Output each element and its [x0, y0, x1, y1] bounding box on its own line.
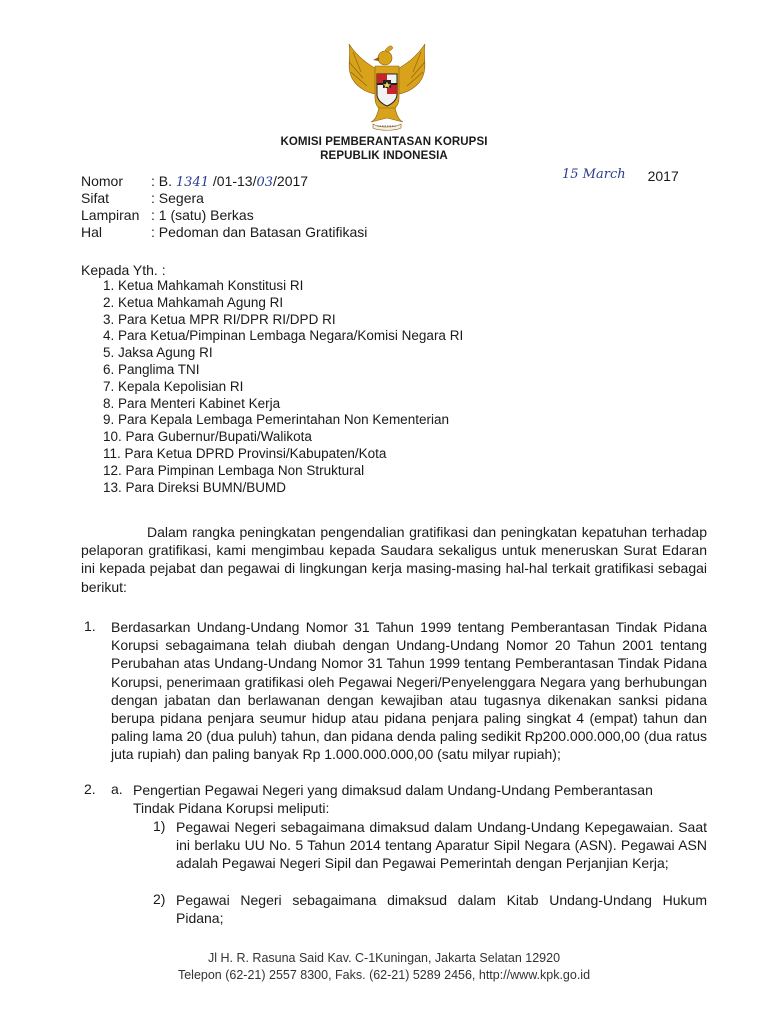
- recipient-item: 1. Ketua Mahkamah Konstitusi RI: [103, 278, 304, 293]
- item-2a-line2: Tindak Pidana Korupsi meliputi:: [133, 800, 330, 816]
- hal-label: Hal: [81, 224, 103, 240]
- letter-date: [562, 168, 679, 185]
- sub-item-2-number: 2): [153, 891, 166, 907]
- item-2a-letter: a.: [111, 781, 123, 797]
- nomor-label: Nomor: [81, 173, 124, 189]
- recipient-item: 3. Para Ketua MPR RI/DPR RI/DPD RI: [103, 311, 336, 327]
- organization-name: KOMISI PEMBERANTASAN KORUPSI: [280, 136, 488, 148]
- item-2a-line1: Pengertian Pegawai Negeri yang dimaksud dalam Undang-Undang Pemberantasan: [133, 782, 653, 798]
- hal-value: : Pedoman dan Batasan Gratifikasi: [151, 224, 368, 240]
- sub-item-1-text: Pegawai Negeri sebagaimana dimaksud dalam Undang-Undang Kepegawaian. Saat ini berlaku UU No. 5 Tahun 2014 tentang Aparatur Sipil Negara (ASN). Pegawai ASN adalah Pegawai Negeri Sipil dan Pegawai Pemerintah dengan Perjanjian Kerja;: [176, 819, 707, 872]
- recipient-item: 12. Para Pimpinan Lembaga Non Struktural: [103, 462, 365, 478]
- recipient-item: 13. Para Direksi BUMN/BUMD: [103, 479, 287, 495]
- recipient-item: 8. Para Menteri Kabinet Kerja: [103, 395, 281, 411]
- intro-paragraph: Dalam rangka peningkatan pengendalian gratifikasi dan peningkatan kepatuhan terhadap pelaporan gratifikasi, kami mengimbau kepada Saudara sekaligus untuk meneruskan Surat Edaran ini kepada pejabat dan pegawai di lingkungan kerja masing-masing hal-hal terkait gratifikasi sebagai berikut:: [81, 524, 707, 595]
- lampiran-value: : 1 (satu) Berkas: [151, 207, 254, 223]
- recipient-item: 11. Para Ketua DPRD Provinsi/Kabupaten/Kota: [103, 445, 387, 461]
- item-1-number: 1.: [84, 618, 96, 634]
- recipient-item: 6. Panglima TNI: [103, 361, 200, 377]
- date-handwritten: 15 March: [562, 167, 626, 182]
- footer-contact: Telepon (62-21) 2557 8300, Faks. (62-21) 5289 2456, http://www.kpk.go.id: [177, 968, 591, 982]
- footer-address: Jl H. R. Rasuna Said Kav. C-1Kuningan, Jakarta Selatan 12920: [207, 951, 561, 965]
- recipient-item: 5. Jaksa Agung RI: [103, 345, 213, 361]
- recipient-item: 9. Para Kepala Lembaga Pemerintahan Non Kementerian: [103, 412, 449, 428]
- sifat-label: Sifat: [81, 190, 110, 206]
- date-year: 2017: [647, 168, 679, 184]
- lampiran-label: Lampiran: [81, 207, 140, 223]
- garuda-pancasila-emblem: [339, 42, 435, 132]
- nomor-prefix: : B.: [151, 173, 173, 189]
- organization-country: REPUBLIK INDONESIA: [320, 150, 448, 162]
- recipient-item: 7. Kepala Kepolisian RI: [103, 378, 244, 394]
- nomor-handwritten-month: 03: [256, 175, 274, 190]
- nomor-mid: /01-13/: [212, 173, 257, 189]
- item-2-number: 2.: [84, 781, 96, 797]
- sub-item-1-number: 1): [153, 818, 166, 834]
- sub-item-2-text: Pegawai Negeri sebagaimana dimaksud dalam Kitab Undang-Undang Hukum Pidana;: [176, 892, 707, 927]
- item-1-text: Berdasarkan Undang-Undang Nomor 31 Tahun 1999 tentang Pemberantasan Tindak Pidana Korupsi sebagaimana telah diubah dengan Undang-Undang Nomor 20 Tahun 2001 tentang Perubahan atas Undang-Undang Nomor 31 Tahun 1999 tentang Pemberantasan Tindak Pidana Korupsi, penerimaan gratifikasi oleh Pegawai Negeri/Penyelenggara Negara yang berhubungan dengan jabatan dan berlawanan dengan kewajiban atau tugasnya dikenakan sanksi pidana berupa pidana penjara seumur hidup atau pidana penjara paling singkat 4 (empat) tahun dan paling lama 20 (dua puluh) tahun, dan pidana denda paling sedikit Rp200.000.000,00 (dua ratus juta rupiah) dan paling banyak Rp 1.000.000.000,00 (satu milyar rupiah);: [111, 619, 707, 763]
- nomor-suffix: /2017: [273, 173, 309, 189]
- recipients-list: [103, 278, 463, 496]
- recipient-item: 10. Para Gubernur/Bupati/Walikota: [103, 429, 312, 445]
- recipient-item: 2. Ketua Mahkamah Agung RI: [103, 294, 284, 310]
- sifat-value: : Segera: [151, 190, 204, 206]
- recipient-item: 4. Para Ketua/Pimpinan Lembaga Negara/Komisi Negara RI: [103, 328, 464, 344]
- nomor-handwritten-number: 1341: [175, 175, 209, 190]
- recipients-heading: Kepada Yth. :: [81, 262, 166, 278]
